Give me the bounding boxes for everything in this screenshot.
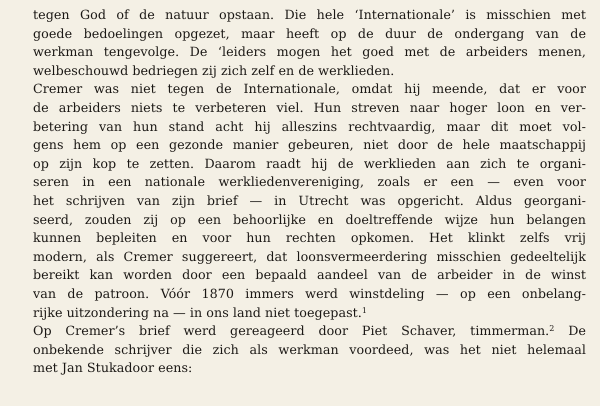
text-line: modern, als Cremer suggereert, dat loonsvermeerdering misschien gedeeltelijk [33,248,586,264]
footnote-marker: 1 [361,305,368,315]
footnote-marker: 2 [549,324,555,334]
text-line-with-footnote [33,304,586,323]
text-line: de arbeiders niets te verbeteren viel. Hun streven naar hoger loon en ver- [33,99,586,115]
text-line: van de patroon. Vóór 1870 immers werd winstdeling — op een onbelang- [33,285,586,301]
text-line: met Jan Stukadoor eens: [33,360,193,376]
text-line: welbeschouwd bedriegen zij zich zelf en de werklieden. [33,62,395,78]
text-line: gens hem op een gezonde manier gebeuren, niet door de hele maatschappij [33,137,586,153]
text-line: bereikt kan worden door een bepaald aandeel van de arbeider in de winst [33,267,586,283]
text-line: kunnen bepleiten en voor hun rechten opkomen. Het klinkt zelfs vrij [33,230,586,246]
text-line: betering van hun stand acht hij alleszins rechtvaardig, maar dit moet vol- [33,118,586,134]
paragraph-response-letter [33,322,586,378]
paragraph-cremer-position [33,80,586,322]
text-line: Cremer was niet tegen de Internationale, omdat hij meende, dat er voor [33,81,586,97]
text-line: goede bedoelingen opgezet, maar heeft op de duur de ondergang van de [33,25,586,41]
text-line-tail: De [554,323,586,339]
text-line: werkman tengevolge. De ‘leiders mogen het goed met de arbeiders menen, [33,44,586,60]
text-line: op zijn kop te zetten. Daarom raadt hij de werklieden aan zich te organi- [33,155,586,171]
text-line: tegen God of de natuur opstaan. Die hele ‘Internationale’ is misschien met [33,7,586,22]
text-line-content: rijke uitzondering na — in ons land niet toegepast. [33,304,362,320]
text-line-content: Op Cremer’s brief werd gereageerd door Piet Schaver, timmerman. [33,323,550,339]
paragraph-internationale-critique [33,6,586,80]
text-line: seren in een nationale werkliedenvereniging, zoals er een — even voor [33,174,586,190]
text-line-with-footnote [33,322,586,341]
text-line: seerd, zouden zij op een behoorlijke en doeltreffende wijze hun belangen [33,211,586,227]
text-line: onbekende schrijver die zich als werkman voordeed, was het niet helemaal [33,341,586,357]
text-line: het schrijven van zijn brief — in Utrecht was opgericht. Aldus georgani- [33,192,586,208]
